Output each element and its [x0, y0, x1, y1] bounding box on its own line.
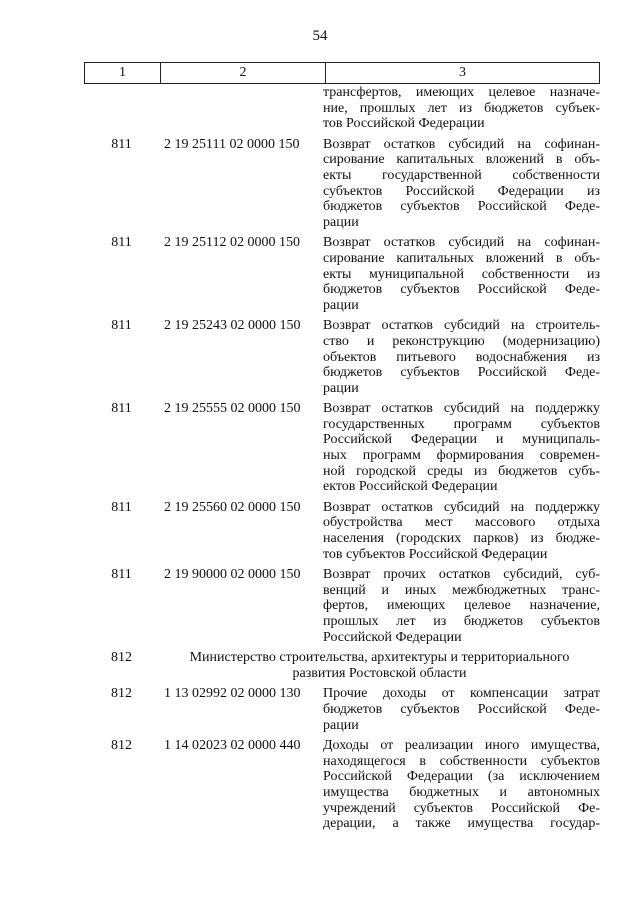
table-row: [84, 235, 600, 313]
table-row: [84, 318, 600, 396]
table-header: [84, 62, 600, 84]
admin-code: 811: [111, 499, 132, 515]
income-code: 2 19 25112 02 0000 150: [164, 235, 300, 251]
income-name: Прочие доходы от компенсации затрат бюджетов субъектов Российской Феде- рации: [323, 686, 600, 733]
admin-code: 812: [111, 686, 132, 702]
income-code: 1 13 02992 02 0000 130: [164, 686, 301, 702]
income-code: 1 14 02023 02 0000 440: [164, 738, 301, 754]
admin-code: 811: [111, 567, 132, 583]
section-title: Министерство строительства, архитектуры и территориального развития Ростовской области: [189, 650, 570, 681]
income-code: 2 19 90000 02 0000 150: [164, 567, 301, 583]
table-row: [84, 738, 600, 832]
admin-code: 811: [111, 235, 132, 251]
income-name: Возврат остатков субсидий на поддержку государственных программ субъектов Российской Федерации и муниципаль- ных программ формирования современ- ной городской среды из бюджетов субъ- ектов Российской Федерации: [323, 401, 600, 495]
income-name: Возврат остатков субсидий на софинан- сирование капитальных вложений в объ- екты муниципальной собственности из бюджетов субъектов Российской Феде- рации: [323, 235, 600, 313]
continuation-text: трансфертов, имеющих целевое назначе- ние, прошлых лет из бюджетов субъек- тов Российской Федерации: [323, 85, 600, 132]
table-row: [84, 500, 600, 562]
income-name: Возврат остатков субсидий на софинан- сирование капитальных вложений в объ- екты государственной собственности субъектов Российской Федерации из бюджетов субъектов Российской Феде- рации: [323, 136, 600, 230]
income-name: Возврат остатков субсидий на строитель- ство и реконструкцию (модернизацию) объектов питьевого водоснабжения из бюджетов субъектов Российской Феде- рации: [323, 318, 600, 396]
income-name: Доходы от реализации иного имущества, находящегося в собственности субъектов Российской Федерации (за исключением имущества бюджетных и автономных учреждений субъектов Российской Фе- дерации, а также имущества государ-: [323, 738, 600, 832]
income-name: Возврат остатков субсидий на поддержку обустройства мест массового отдыха населения (городских парков) из бюдже- тов субъектов Российской Федерации: [323, 499, 600, 562]
header-col-3: 3: [459, 65, 466, 80]
admin-code: 811: [111, 318, 132, 334]
table-body: [84, 84, 600, 832]
table-row: [84, 686, 600, 733]
admin-code: 812: [111, 650, 132, 666]
header-col-1: 1: [85, 63, 161, 83]
page-number: 54: [312, 28, 328, 44]
income-code: 2 19 25111 02 0000 150: [164, 136, 300, 152]
income-code: 2 19 25243 02 0000 150: [164, 318, 301, 334]
section-row: [84, 650, 600, 681]
header-col-2: 2: [161, 63, 326, 83]
continuation-row: [84, 85, 600, 132]
table-row: [84, 567, 600, 645]
table-row: [84, 137, 600, 231]
admin-code: 811: [111, 401, 132, 417]
admin-code: 811: [111, 136, 132, 152]
income-code: 2 19 25560 02 0000 150: [164, 499, 301, 515]
admin-code: 812: [111, 738, 132, 754]
table-row: [84, 401, 600, 495]
income-name: Возврат прочих остатков субсидий, суб- венций и иных межбюджетных транс- фертов, имеющих целевое назначение, прошлых лет из бюджетов субъектов Российской Федерации: [323, 567, 600, 645]
income-code: 2 19 25555 02 0000 150: [164, 401, 301, 417]
